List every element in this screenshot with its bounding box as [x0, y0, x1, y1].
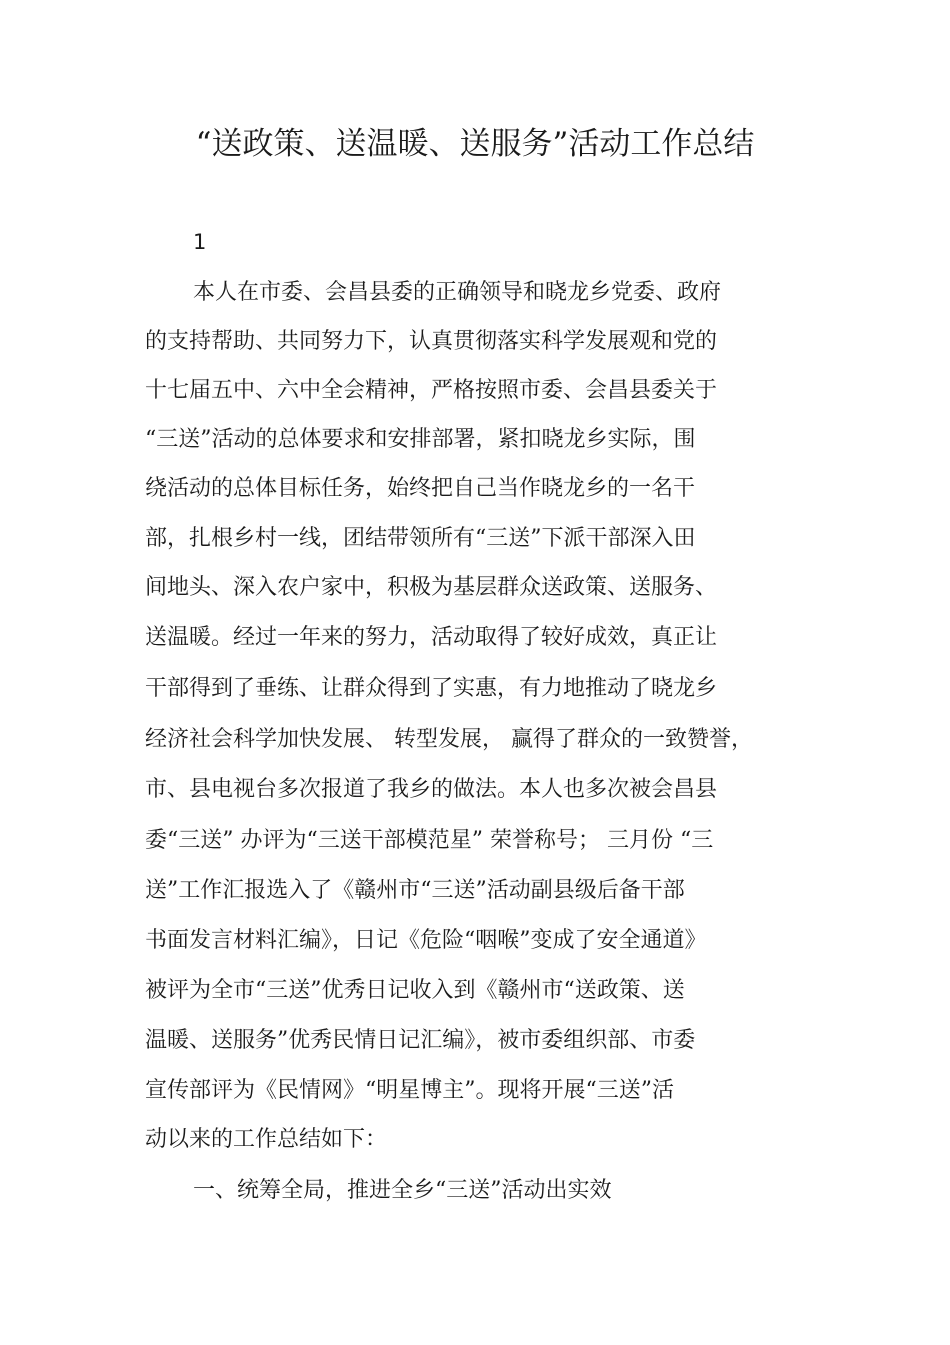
section-heading: 一、统筹全局，推进全乡“三送”活动出实效: [193, 1178, 612, 1203]
body-line: 动以来的工作总结如下：: [145, 1127, 388, 1152]
body-line: 宣传部评为《民情网》“明星博主”。现将开展“三送”活: [145, 1078, 674, 1103]
body-line: 的支持帮助、共同努力下，认真贯彻落实科学发展观和党的: [145, 329, 718, 354]
body-line: 干部得到了垂练、让群众得到了实惠，有力地推动了晓龙乡: [145, 676, 718, 701]
body-line: 委“三送” 办评为“三送干部模范星” 荣誉称号； 三月份 “三: [145, 828, 714, 853]
body-line: 十七届五中、六中全会精神，严格按照市委、会昌县委关于: [145, 378, 718, 403]
body-line: “三送”活动的总体要求和安排部署，紧扣晓龙乡实际，围: [145, 427, 696, 452]
body-line: 经济社会科学加快发展、 转型发展， 赢得了群众的一致赞誉，: [145, 727, 753, 752]
body-line: 市、县电视台多次报道了我乡的做法。本人也多次被会昌县: [145, 777, 718, 802]
body-line: 书面发言材料汇编》，日记《危险“咽喉”变成了安全通道》: [145, 928, 707, 953]
page-number: 1: [193, 230, 207, 254]
body-line: 送”工作汇报选入了《赣州市“三送”活动副县级后备干部: [145, 878, 685, 903]
body-line: 温暖、送服务”优秀民情日记汇编》，被市委组织部、市委: [145, 1028, 696, 1053]
body-line: 送温暖。经过一年来的努力，活动取得了较好成效，真正让: [145, 625, 718, 650]
body-line: 本人在市委、会昌县委的正确领导和晓龙乡党委、政府: [193, 280, 722, 305]
body-line: 被评为全市“三送”优秀日记收入到《赣州市“送政策、送: [145, 978, 685, 1003]
body-line: 部，扎根乡村一线，团结带领所有“三送”下派干部深入田: [145, 526, 696, 551]
body-line: 绕活动的总体目标任务，始终把自己当作晓龙乡的一名干: [145, 476, 696, 501]
body-line: 间地头、深入农户家中，积极为基层群众送政策、送服务、: [145, 575, 718, 600]
document-title: “送政策、送温暖、送服务”活动工作总结: [195, 126, 755, 162]
